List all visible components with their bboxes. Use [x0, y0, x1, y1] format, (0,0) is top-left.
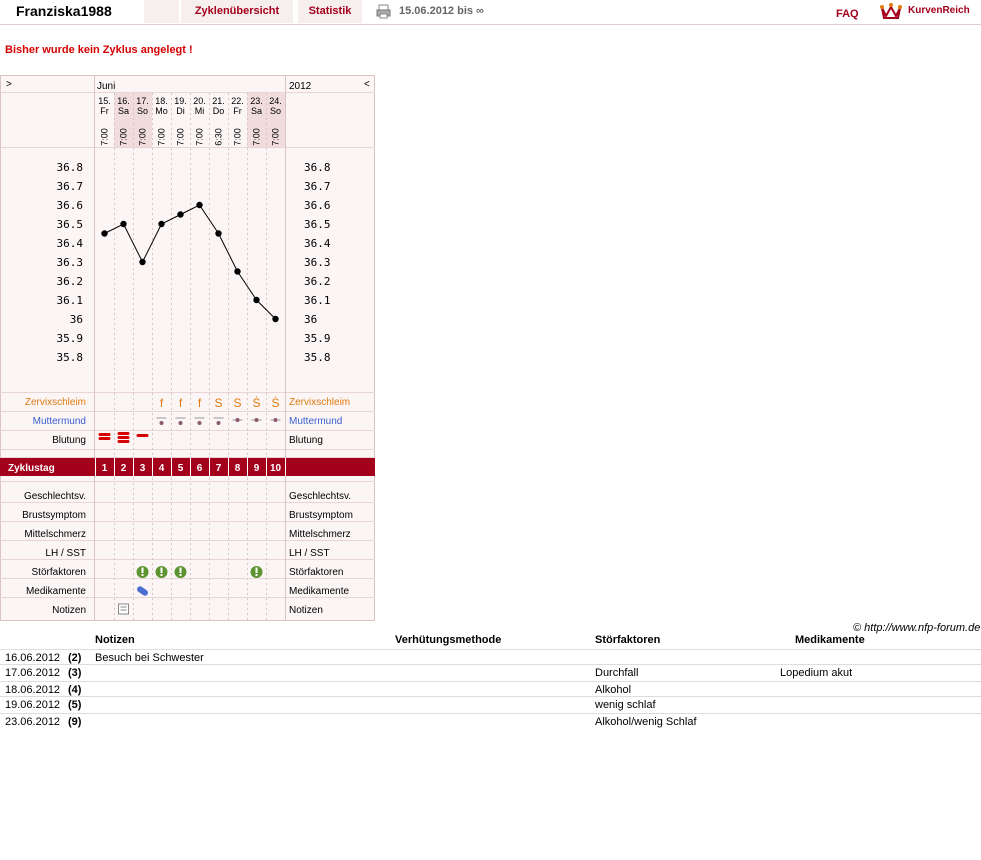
- label-meds-left: Medikamente: [25, 586, 86, 597]
- label-midpain-right: Mittelschmerz: [289, 529, 351, 540]
- bleeding-mark: [118, 436, 130, 439]
- label-breast-right: Brustsymptom: [289, 510, 353, 521]
- day-date: 23.: [250, 96, 263, 106]
- temp-tick-left: 36.1: [56, 294, 83, 307]
- col-header-meds: Medikamente: [795, 634, 865, 646]
- printer-icon[interactable]: [376, 4, 391, 19]
- day-weekday: Do: [212, 106, 225, 116]
- row-date: 23.06.2012: [5, 716, 61, 728]
- label-cervix-right: Zervixschleim: [289, 397, 351, 408]
- temperature-point: [101, 230, 107, 236]
- cervix-mark: Ṡ: [252, 396, 261, 410]
- temp-tick-left: 35.9: [56, 332, 83, 345]
- row-disturb: Durchfall: [595, 667, 639, 679]
- bleeding-mark: [137, 434, 149, 437]
- disturb-icon-mark: [180, 568, 182, 574]
- temperature-point: [215, 230, 221, 236]
- row-date: 16.06.2012: [5, 652, 61, 664]
- mouth-mark-dot: [255, 418, 259, 422]
- cycle-chart: [0, 75, 375, 621]
- day-weekday: So: [269, 106, 282, 116]
- table-row: [0, 713, 981, 730]
- temp-tick-right: 36.6: [304, 199, 331, 212]
- label-mouth-right: Muttermund: [289, 416, 343, 427]
- mouth-mark-dot: [217, 421, 221, 425]
- day-time: 7:00: [194, 128, 205, 146]
- label-breast-left: Brustsymptom: [22, 510, 86, 521]
- temp-tick-right: 36.8: [304, 161, 331, 174]
- day-date: 16.: [117, 96, 130, 106]
- label-disturb-right: Störfaktoren: [289, 567, 344, 578]
- cervix-mark: f: [197, 396, 202, 410]
- day-time: 7:00: [175, 128, 186, 146]
- temperature-point: [120, 221, 126, 227]
- label-bleeding-left: Blutung: [52, 435, 86, 446]
- row-cycle-day: (5): [68, 699, 82, 711]
- col-header-method: Verhütungsmethode: [395, 634, 502, 646]
- temp-tick-right: 36.7: [304, 180, 331, 193]
- tab-statistics[interactable]: Statistik: [298, 0, 362, 23]
- disturb-icon-mark: [142, 574, 144, 576]
- row-cycle-day: (2): [68, 652, 82, 664]
- label-midpain-left: Mittelschmerz: [24, 529, 86, 540]
- cycle-day-number: 2: [120, 463, 127, 474]
- nav-prev-button: >: [6, 79, 12, 90]
- cervix-mark: Ṡ: [271, 396, 280, 410]
- day-date: 24.: [269, 96, 282, 106]
- day-date: 20.: [193, 96, 206, 106]
- day-date: 21.: [212, 96, 225, 106]
- day-weekday: Sa: [117, 106, 130, 116]
- cycle-day-number: 8: [234, 463, 241, 474]
- disturb-icon-mark: [142, 568, 144, 574]
- disturb-icon-mark: [256, 568, 258, 574]
- label-sex-right: Geschlechtsv.: [289, 491, 352, 502]
- period-range: 15.06.2012 bis ∞: [399, 5, 484, 17]
- temp-tick-right: 35.8: [304, 351, 331, 364]
- crown-icon: [880, 2, 902, 20]
- cervix-mark: S: [233, 396, 242, 410]
- cycle-day-number: 6: [196, 463, 203, 474]
- day-weekday: Di: [176, 106, 185, 116]
- note-icon: [119, 604, 129, 614]
- copyright: © http://www.nfp-forum.de: [853, 622, 981, 634]
- disturb-icon-mark: [161, 568, 163, 574]
- day-time: 7:00: [118, 128, 129, 146]
- temp-tick-left: 35.8: [56, 351, 83, 364]
- temperature-point: [272, 316, 278, 322]
- bleeding-mark: [118, 440, 130, 443]
- cycle-day-bar: [0, 458, 375, 476]
- cycle-day-number: 7: [215, 463, 222, 474]
- row-disturb: wenig schlaf: [595, 699, 656, 711]
- row-date: 17.06.2012: [5, 667, 61, 679]
- nav-next-button: <: [364, 79, 370, 90]
- temp-tick-left: 36.8: [56, 161, 83, 174]
- label-meds-right: Medikamente: [289, 586, 350, 597]
- cycle-day-number: 10: [269, 463, 282, 474]
- row-cycle-day: (3): [68, 667, 82, 679]
- temp-tick-right: 36: [304, 313, 318, 326]
- temperature-point: [139, 259, 145, 265]
- year-label: 2012: [289, 81, 312, 92]
- mouth-mark-dot: [179, 421, 183, 425]
- label-cervix-left: Zervixschleim: [24, 397, 86, 408]
- temp-tick-left: 36.5: [56, 218, 83, 231]
- faq-link[interactable]: FAQ: [836, 8, 859, 20]
- day-date: 18.: [155, 96, 168, 106]
- mouth-mark-dot: [160, 421, 164, 425]
- label-lh-right: LH / SST: [289, 548, 330, 559]
- row-note: Besuch bei Schwester: [95, 652, 204, 664]
- temp-tick-left: 36.6: [56, 199, 83, 212]
- cervix-mark: f: [159, 396, 164, 410]
- day-date: 22.: [231, 96, 244, 106]
- blank-tab: [144, 0, 179, 23]
- day-weekday: Sa: [250, 106, 263, 116]
- logo-text: KurvenReich: [908, 5, 970, 16]
- cervix-mark: S: [214, 396, 223, 410]
- day-time: 7:00: [99, 128, 110, 146]
- temp-tick-left: 36.4: [56, 237, 83, 250]
- cycle-day-number: 3: [139, 463, 146, 474]
- day-time: 7:00: [232, 128, 243, 146]
- cycle-day-number: 4: [158, 463, 165, 474]
- table-row: [0, 696, 981, 713]
- row-disturb: Alkohol/wenig Schlaf: [595, 716, 697, 728]
- bleeding-mark: [99, 437, 111, 440]
- row-cycle-day: (4): [68, 684, 82, 696]
- temperature-point: [177, 211, 183, 217]
- temp-tick-left: 36.7: [56, 180, 83, 193]
- label-disturb-left: Störfaktoren: [31, 567, 86, 578]
- bleeding-mark: [99, 433, 111, 436]
- bleeding-mark: [118, 432, 130, 435]
- label-sex-left: Geschlechtsv.: [23, 491, 86, 502]
- disturb-icon-mark: [180, 574, 182, 576]
- temp-tick-right: 36.5: [304, 218, 331, 231]
- day-weekday: Fr: [233, 106, 242, 116]
- row-disturb: Alkohol: [595, 684, 632, 696]
- day-time: 7:00: [137, 128, 148, 146]
- row-medication: Lopedium akut: [780, 667, 853, 679]
- temp-tick-right: 35.9: [304, 332, 331, 345]
- temp-tick-right: 36.1: [304, 294, 331, 307]
- day-weekday: Mi: [194, 106, 205, 116]
- label-notes-right: Notizen: [289, 605, 323, 616]
- tab-cycle-overview[interactable]: Zyklenübersicht: [181, 0, 293, 23]
- mouth-mark-dot: [236, 418, 240, 422]
- day-weekday: Fr: [100, 106, 109, 116]
- row-date: 18.06.2012: [5, 684, 61, 696]
- cycle-day-label: Zyklustag: [8, 463, 55, 474]
- temperature-point: [196, 202, 202, 208]
- cycle-day-number: 5: [177, 463, 184, 474]
- cycle-day-number: 9: [253, 463, 260, 474]
- day-time: 6:30: [213, 128, 224, 146]
- temperature-point: [234, 268, 240, 274]
- temp-tick-right: 36.3: [304, 256, 331, 269]
- mouth-mark-dot: [198, 421, 202, 425]
- disturb-icon-mark: [256, 574, 258, 576]
- temp-tick-left: 36.3: [56, 256, 83, 269]
- month-label: Juni: [97, 81, 116, 92]
- temp-tick-left: 36: [69, 313, 83, 326]
- top-bar: [0, 0, 981, 25]
- temp-tick-right: 36.2: [304, 275, 331, 288]
- col-header-notes: Notizen: [95, 634, 135, 646]
- day-time: 7:00: [251, 128, 262, 146]
- row-cycle-day: (9): [68, 716, 82, 728]
- label-bleeding-right: Blutung: [289, 435, 323, 446]
- label-lh-left: LH / SST: [45, 548, 86, 559]
- disturb-icon-mark: [161, 574, 163, 576]
- day-weekday: Mo: [155, 106, 168, 116]
- label-notes-left: Notizen: [52, 605, 86, 616]
- no-cycle-warning: Bisher wurde kein Zyklus angelegt !: [5, 44, 193, 56]
- mouth-mark-dot: [274, 418, 278, 422]
- day-date: 17.: [136, 96, 149, 106]
- day-time: 7:00: [270, 128, 281, 146]
- day-time: 7:00: [156, 128, 167, 146]
- table-row: [0, 664, 981, 681]
- row-date: 19.06.2012: [5, 699, 61, 711]
- temp-tick-right: 36.4: [304, 237, 331, 250]
- username: Franziska1988: [0, 0, 140, 23]
- day-weekday: So: [136, 106, 149, 116]
- kurvenreich-logo[interactable]: [880, 2, 980, 22]
- label-mouth-left: Muttermund: [32, 416, 86, 427]
- day-date: 19.: [174, 96, 187, 106]
- temp-tick-left: 36.2: [56, 275, 83, 288]
- temperature-point: [158, 221, 164, 227]
- cycle-day-number: 1: [101, 463, 108, 474]
- cervix-mark: f: [178, 396, 183, 410]
- day-date: 15.: [98, 96, 111, 106]
- col-header-disturb: Störfaktoren: [595, 634, 661, 646]
- temperature-point: [253, 297, 259, 303]
